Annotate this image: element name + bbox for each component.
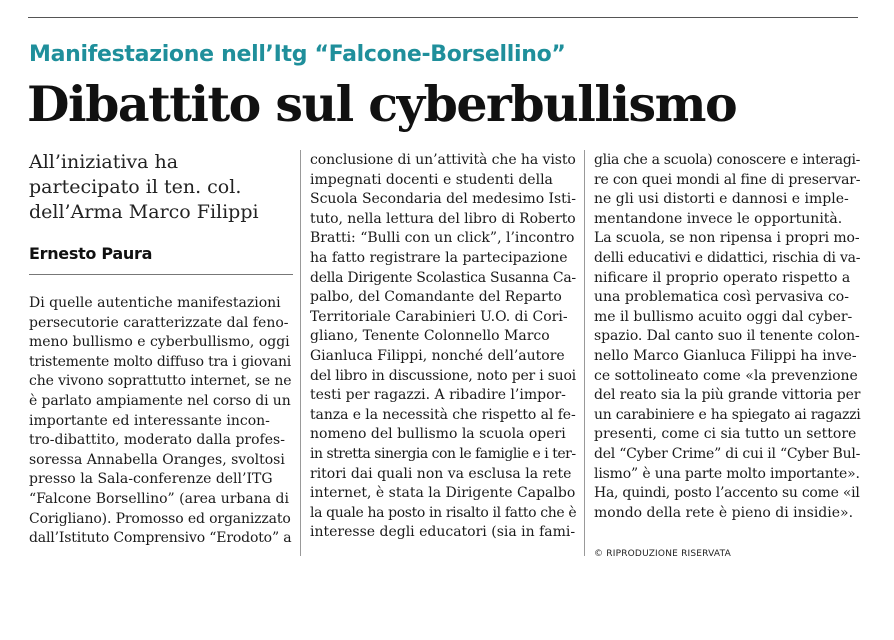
copyright-notice: © RIPRODUZIONE RISERVATA	[594, 549, 731, 559]
body-text-line: in stretta sinergia con le famiglie e i ter-	[310, 445, 576, 462]
body-text-line: della Dirigente Scolastica Susanna Ca-	[310, 269, 576, 286]
body-column-1	[29, 294, 291, 549]
body-text-line: internet, è stata la Dirigente Capalbo	[310, 485, 576, 502]
body-text-line: tuto, nella lettura del libro di Roberto	[310, 210, 576, 227]
body-text-line: nificare il proprio operato rispetto a	[594, 269, 851, 286]
body-column-2	[310, 151, 576, 543]
body-text-line: ha fatto registrare la partecipazione	[310, 249, 568, 266]
body-text-line: una problematica così pervasiva co-	[594, 289, 849, 306]
body-text-line: importante ed interessante incon-	[29, 412, 270, 429]
body-text-line: testi per ragazzi. A ribadire l’impor-	[310, 387, 566, 404]
body-text-line: presenti, come ci sia tutto un settore	[594, 426, 857, 443]
body-text-line: persecutorie caratterizzate dal feno-	[29, 314, 289, 331]
body-text-line: me il bullismo acuito oggi dal cyber-	[594, 308, 853, 325]
body-text-line: del “Cyber Crime” di cui il “Cyber Bul-	[594, 445, 861, 462]
subtitle-line: All’iniziativa ha	[29, 151, 179, 173]
body-text-line: La scuola, se non ripensa i propri mo-	[594, 230, 860, 247]
body-text-line: presso la Sala-conferenze dell’ITG	[29, 471, 273, 488]
body-text-line: spazio. Dal canto suo il tenente colon-	[594, 328, 860, 345]
body-text-line: Gianluca Filippi, nonché dell’autore	[310, 347, 565, 364]
column-divider	[300, 150, 301, 556]
body-text-line: re con quei mondi al fine di preservar-	[594, 171, 861, 188]
body-text-line: che vivono soprattutto internet, se ne	[29, 373, 292, 390]
body-text-line: Di quelle autentiche manifestazioni	[29, 295, 281, 311]
body-text-line: glia che a scuola) conoscere e interagi-	[594, 152, 861, 168]
author-byline: Ernesto Paura	[29, 244, 153, 263]
body-text-line: delli educativi e didattici, rischia di va-	[594, 249, 861, 266]
subtitle-line: dell’Arma Marco Filippi	[29, 201, 259, 223]
subtitle-line: partecipato il ten. col.	[29, 176, 242, 198]
body-text-line: Bratti: “Bulli con un click”, l’incontro	[310, 230, 575, 247]
body-text-line: del libro in discussione, noto per i suoi	[310, 367, 576, 384]
body-text-line: del reato sia la più grande vittoria per	[594, 387, 861, 404]
body-text-line: Ha, quindi, posto l’accento su come «il	[594, 485, 860, 502]
body-text-line: tristemente molto diffuso tra i giovani	[29, 353, 292, 370]
body-text-line: nomeno del bullismo la scuola operi	[310, 426, 566, 443]
body-text-line: interesse degli educatori (sia in fami-	[310, 524, 576, 541]
body-text-line: ce sottolineato come «la prevenzione	[594, 367, 858, 384]
body-text-line: ne gli usi distorti e dannosi e imple-	[594, 191, 849, 208]
top-rule	[28, 17, 858, 18]
kicker: Manifestazione nell’Itg “Falcone-Borsellino”	[29, 42, 566, 67]
column-divider	[584, 150, 585, 556]
body-text-line: conclusione di un’attività che ha visto	[310, 152, 576, 168]
body-text-line: lismo” è una parte molto importante».	[594, 465, 860, 482]
body-text-line: soressa Annabella Oranges, svoltosi	[29, 451, 285, 468]
author-rule	[29, 274, 293, 275]
body-text-line: mentandone invece le opportunità.	[594, 210, 843, 227]
body-text-line: ritori dai quali non va esclusa la rete	[310, 465, 572, 482]
body-text-line: dall’Istituto Comprensivo “Erodoto” a	[29, 530, 292, 547]
body-text-line: Corigliano). Promosso ed organizzato	[29, 510, 291, 527]
body-column-3	[594, 151, 860, 523]
body-text-line: nello Marco Gianluca Filippi ha inve-	[594, 347, 857, 364]
body-text-line: Territoriale Carabinieri U.O. di Cori-	[310, 308, 568, 325]
body-text-line: un carabiniere e ha spiegato ai ragazzi	[594, 406, 861, 423]
body-text-line: la quale ha posto in risalto il fatto che è	[310, 504, 577, 521]
body-text-line: Scuola Secondaria del medesimo Isti-	[310, 191, 576, 208]
body-text-line: palbo, del Comandante del Reparto	[310, 289, 562, 306]
body-text-line: meno bullismo e cyberbullismo, oggi	[29, 334, 290, 351]
body-text-line: tanza e la necessità che rispetto al fe-	[310, 406, 576, 423]
body-text-line: impegnati docenti e studenti della	[310, 171, 553, 188]
body-text-line: gliano, Tenente Colonnello Marco	[310, 328, 550, 345]
subtitle	[29, 150, 291, 225]
headline: Dibattito sul cyberbullismo	[27, 75, 737, 133]
body-text-line: mondo della rete è pieno di insidie».	[594, 504, 854, 521]
body-text-line: tro-dibattito, moderato dalla profes-	[29, 432, 285, 449]
body-text-line: è parlato ampiamente nel corso di un	[29, 392, 291, 409]
body-text-line: “Falcone Borsellino” (area urbana di	[29, 490, 289, 507]
